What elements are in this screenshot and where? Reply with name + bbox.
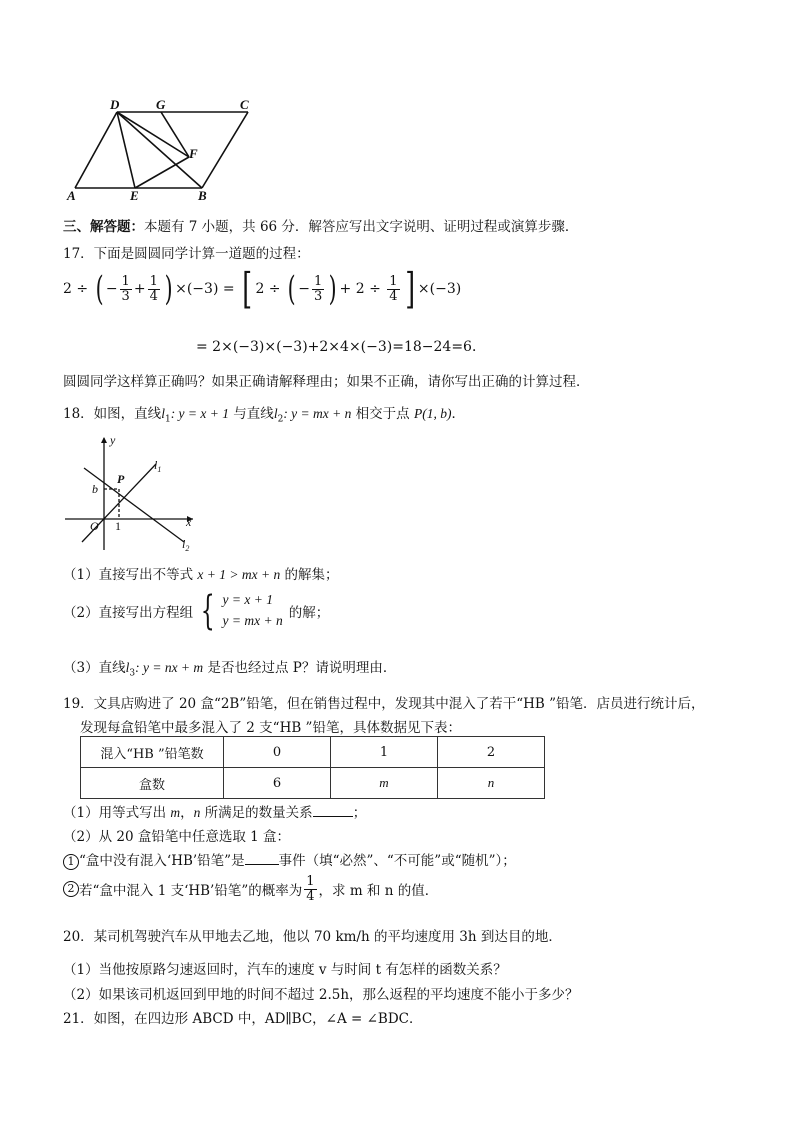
section-heading — [63, 215, 578, 235]
graph-p-label: P — [117, 472, 125, 486]
q17-formula-line2: = 2×(−3)×(−3)+2×4×(−3)=18−24=6． — [196, 339, 486, 355]
label-a: A — [67, 188, 76, 203]
q20-line1: 20．某司机驾驶汽车从甲地去乙地，他以 70 km/h 的平均速度用 3h 到达目的地． — [63, 929, 562, 945]
section-desc: 本题有 7 小题，共 66 分．解答应写出文字说明、证明过程或演算步骤． — [144, 219, 579, 235]
answer-blank[interactable] — [245, 850, 279, 865]
graph-l1-label: $l_1$ — [154, 458, 162, 474]
q18-stem: 18．如图，直线$l_1$: y = x + 1 与直线$l_2$: y = mx + n 相交于点 P(1, b)． — [63, 406, 465, 425]
label-e: E — [130, 188, 139, 203]
graph-one-label: 1 — [115, 519, 121, 533]
q19-line1: 19．文具店购进了 20 盒“2B”铅笔，但在销售过程中，发现其中混入了若干“HB ”铅笔．店员进行统计后， — [63, 696, 705, 712]
q19-sub2: 2 若“盒中混入 1 支‘HB’铅笔”的概率为 $\frac{1}{4}$ ，求 m 和 n 的值． — [63, 875, 438, 903]
q20-part1: （1）当他按原路匀速返回时，汽车的速度 v 与时间 t 有怎样的函数关系？ — [63, 962, 507, 978]
parallelogram-figure — [60, 94, 270, 204]
q18-part2: （2）直接写出方程组 { y = x + 1 y = mx + n 的解； — [63, 587, 330, 634]
q18-graph — [60, 432, 200, 554]
q21-line1: 21．如图，在四边形 ABCD 中，AD∥BC，∠A = ∠BDC． — [63, 1011, 423, 1027]
label-f: F — [189, 146, 198, 161]
q19-line2: 发现每盒铅笔中最多混入了 2 支“HB ”铅笔，具体数据见下表： — [80, 720, 461, 736]
q17-question: 圆圆同学这样算正确吗？如果正确请解释理由；如果不正确，请你写出正确的计算过程． — [63, 374, 590, 390]
graph-origin-label: O — [90, 519, 99, 533]
q19-part2: （2）从 20 盒铅笔中任意选取 1 盒： — [63, 829, 291, 845]
q20-part2: （2）如果该司机返回到甲地的时间不超过 2.5h，那么返程的平均速度不能小于多少？ — [63, 987, 579, 1003]
section-title: 三、解答题： — [63, 219, 144, 235]
table-row: 混入“HB ”铅笔数 0 1 2 — [81, 737, 545, 768]
q19-part1: （1）用等式写出 m，n 所满足的数量关系 ； — [63, 801, 366, 821]
graph-l2-label: $l_2$ — [182, 537, 190, 553]
q18-part3: （3）直线$l_3$: y = nx + m 是否也经过点 P？请说明理由． — [63, 660, 397, 679]
label-b: B — [198, 188, 207, 203]
graph-b-label: b — [92, 482, 98, 496]
label-d: D — [110, 97, 120, 112]
label-c: C — [240, 97, 249, 112]
answer-blank[interactable] — [313, 802, 353, 817]
q19-data-table — [80, 736, 545, 799]
q17-intro: 17．下面是圆圆同学计算一道题的过程： — [63, 246, 310, 262]
table-row: 盒数 6 m n — [81, 768, 545, 799]
q19-sub1: 1 “盒中没有混入‘HB’铅笔”是 事件（填“必然”、“不可能”或“随机”）； — [63, 849, 516, 870]
q17-formula-line1: 2 ÷ ( − $\frac{1}{3}$ + $\frac{1}{4}$ ) ×(−3) = [ 2 ÷ ( − $\frac{1}{3}$ ) + 2 ÷ $\frac{1}{4}$ ] ×(−3) — [63, 264, 462, 313]
label-g: G — [156, 97, 166, 112]
graph-y-label: y — [110, 433, 116, 447]
graph-x-label: x — [186, 515, 192, 529]
q18-part1: （1）直接写出不等式 x + 1 > mx + n 的解集； — [63, 567, 339, 583]
